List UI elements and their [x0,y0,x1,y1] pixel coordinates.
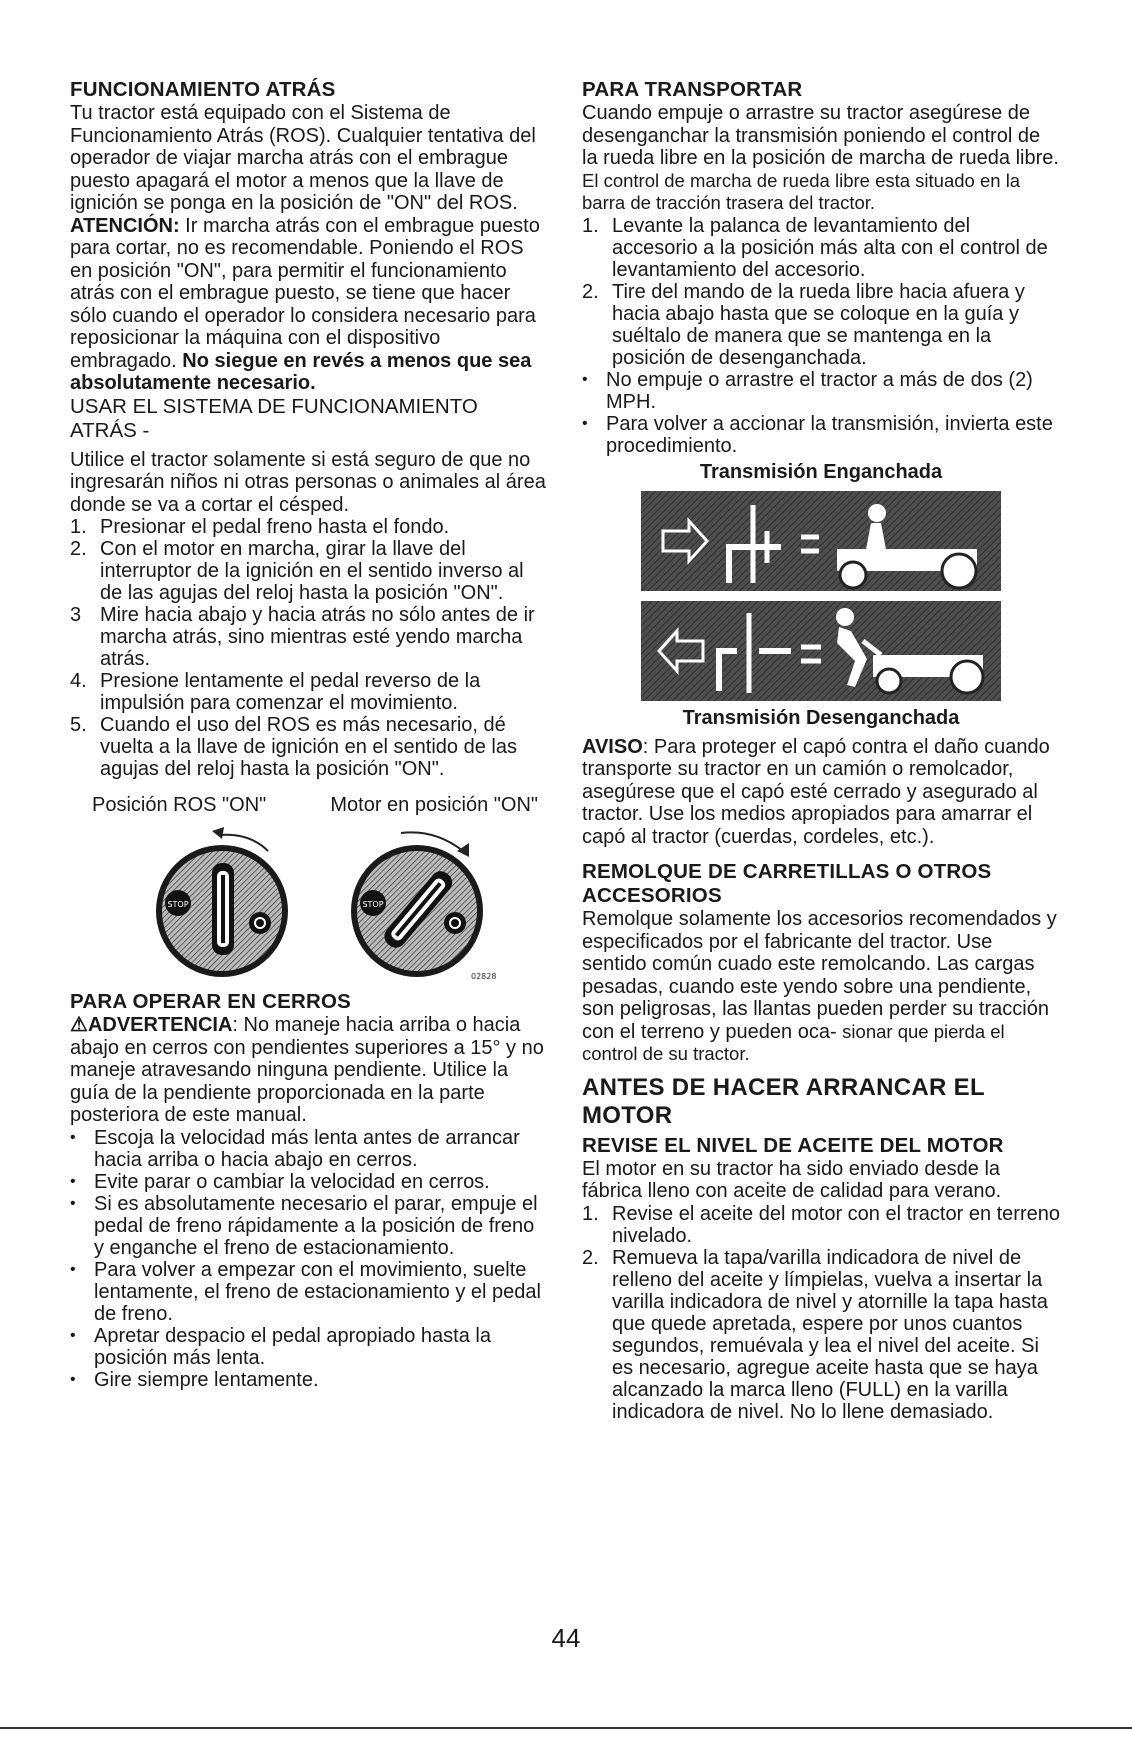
list-item: 2. Con el motor en marcha, girar la llave del interruptor de la ignición en el sentido inverso al de las agujas del reloj hasta la posición "ON". [70,538,524,604]
advertencia-label: ADVERTENCIA [87,1014,233,1036]
heading-para-transportar: PARA TRANSPORTAR [582,78,803,101]
list-item: 1. Presionar el pedal freno hasta el fondo. [70,516,450,538]
list-item: 1. Revise el aceite del motor con el tractor en terreno nivelado. [582,1202,1060,1247]
left-column [70,78,548,1391]
list-item: • Para volver a empezar con el movimiento, suelte lentamente, el freno de estacionamiento y el pedal de freno. [70,1259,548,1325]
hill-safety-list [70,1127,548,1391]
list-item: 1. Levante la palanca de levantamiento del accesorio a la posición más alta con el control de levantamiento del accesorio. [582,214,1048,281]
heading-operar-cerros: PARA OPERAR EN CERROS [70,990,351,1013]
heading-revise-aceite: REVISE EL NIVEL DE ACEITE DEL MOTOR [582,1133,1004,1157]
list-item: • Si es absolutamente necesario el parar, empuje el pedal de freno rápidamente a la posición de freno y enganche el freno de estacionamiento. [70,1193,548,1259]
heading-funcionamiento-atras: FUNCIONAMIENTO ATRÁS [70,78,336,101]
knob-label-motor-on: Motor en posición "ON" [330,794,538,816]
list-item: • Para volver a accionar la transmisión, invierta este procedimiento. [582,413,1060,457]
list-item: • No empuje o arrastre el tractor a más de dos (2) MPH. [582,369,1060,413]
knob-label-ros-on: Posición ROS "ON" [92,794,267,816]
paragraph-aviso: AVISO: Para proteger el capó contra el daño cuando transporte su tractor en un camión o remolcador, asegúrese que el capó esté cerrado y asegurado al tractor. Use los medios apropiados para amarrar el capó al tractor (cuerdas, cordeles, etc.). [582,735,1050,848]
list-item: • Evite parar o cambiar la velocidad en cerros. [70,1171,548,1193]
atencion-text: Ir marcha atrás con el embrague puesto para cortar, no es recomendable. Poniendo el ROS en posición "ON", para permitir el funcionamiento atrás con el embrague puesto, se tiene que hacer sólo cuando el operador lo considera necesario para reposicionar la máquina con el dispositivo embragado. [70,214,540,372]
caption-transmision-enganchada: Transmisión Enganchada [699,460,943,483]
ignition-knob-motor-on-icon [345,823,505,983]
warning-triangle-icon: ⚠ [70,1014,88,1036]
transport-steps-list [582,215,1060,369]
ignition-knob-labels [70,794,548,817]
paragraph-transportar: Cuando empuje o arrastre su tractor asegúrese de desenganchar la transmisión poniendo el control de la rueda libre en la posición de marcha de rueda libre. El control de marcha de rueda libre esta situado en la barra de tracción trasera del tractor. [582,102,1059,213]
paragraph-atencion [70,215,548,395]
list-item: • Gire siempre lentamente. [70,1369,548,1391]
caption-transmision-desenganchada: Transmisión Desenganchada [682,707,960,729]
list-item: • Apretar despacio el pedal apropiado hasta la posición más lenta. [70,1325,548,1369]
paragraph-revise: El motor en su tractor ha sido enviado desde la fábrica lleno con aceite de calidad para verano. [582,1157,1002,1202]
paragraph-usar-sistema: Utilice el tractor solamente si está seguro de que no ingresarán niños ni otras personas o animales al área donde se va a cortar el césped. [70,448,546,516]
paragraph-remolque: Remolque solamente los accesorios recomendados y especificados por el fabricante del tractor. Use sentido común cuado este remolcando. Las cargas pesadas, cuando este yendo sobre una pendiente, son peligrosas, las llantas pueden perder su tracción con el terreno y pueden oca- sionar que pierda el control de su tractor. [582,908,1057,1064]
figure-code: 02828 [471,972,497,981]
list-item: 2. Tire del mando de la rueda libre hacia afuera y hacia abajo hasta que se coloque en la guía y suéltalo de manera que se mantenga en la posición de desenganchada. [582,280,1025,369]
transport-notes-list [582,369,1060,457]
heading-antes-de-arrancar: ANTES DE HACER ARRANCAR EL MOTOR [582,1073,985,1129]
list-item: 2. Remueva la tapa/varilla indicadora de nivel de relleno del aceite y límpielas, vuelva a insertar la varilla indicadora de nivel y atornille la tapa hasta que quede apretada, espere por unos cuantos segundos, remuévala y lea el nivel del aceite. Si es necesario, agregue aceite hasta que se haya alcanzado la marca lleno (FULL) en la varilla indicadora de nivel. No lo llene demasiado. [582,1246,1048,1423]
paragraph-funcionamiento: Tu tractor está equipado con el Sistema de Funcionamiento Atrás (ROS). Cualquier tentativa del operador de viajar marcha atrás con el embrague puesto apagará el motor a menos que la llave de ignición se ponga en la posición de "ON" del ROS. [70,102,536,214]
list-item: 3 Mire hacia abajo y hacia atrás no sólo antes de ir marcha atrás, sino mientras esté yendo marcha atrás. [70,604,535,670]
page-bottom-rule [0,1727,1132,1729]
aviso-label: AVISO [582,735,643,758]
advertencia-text: : No maneje hacia arriba o hacia abajo en cerros con pendientes superiores a 15° y no maneje atravesando ninguna pendiente. Utilice la guía de la pendiente proporcionada en la parte posteriora de este manual. [70,1014,544,1126]
list-item: 4. Presione lentamente el pedal reverso de la impulsión para comenzar el movimiento. [70,670,481,714]
page-number: 44 [551,1623,581,1653]
ignition-knob-illustration [70,823,548,988]
list-item: • Escoja la velocidad más lenta antes de arrancar hacia arriba o hacia abajo en cerros. [70,1127,548,1171]
paragraph-advertencia [70,1014,548,1127]
transmission-diagram-icon [641,491,1001,701]
atencion-bold-text: No siegue en revés a menos que sea absolutamente necesario. [70,349,532,394]
heading-remolque: REMOLQUE DE CARRETILLAS O OTROS ACCESORIOS [582,860,992,907]
usar-sistema-heading: USAR EL SISTEMA DE FUNCIONAMIENTO ATRÁS - [70,394,478,442]
list-item: 5. Cuando el uso del ROS es más necesario, dé vuelta a la llave de ignición en el sentido de las agujas del reloj hasta la posición "ON". [70,714,517,780]
svg-text:STOP: STOP [362,900,384,909]
knob-stop-text: STOP [167,900,189,909]
oil-steps-list [582,1203,1060,1423]
ignition-knob-ros-on-icon [150,823,300,983]
atencion-label: ATENCIÓN: [70,214,180,237]
right-column [582,78,1060,1423]
ros-steps-list [70,516,548,780]
